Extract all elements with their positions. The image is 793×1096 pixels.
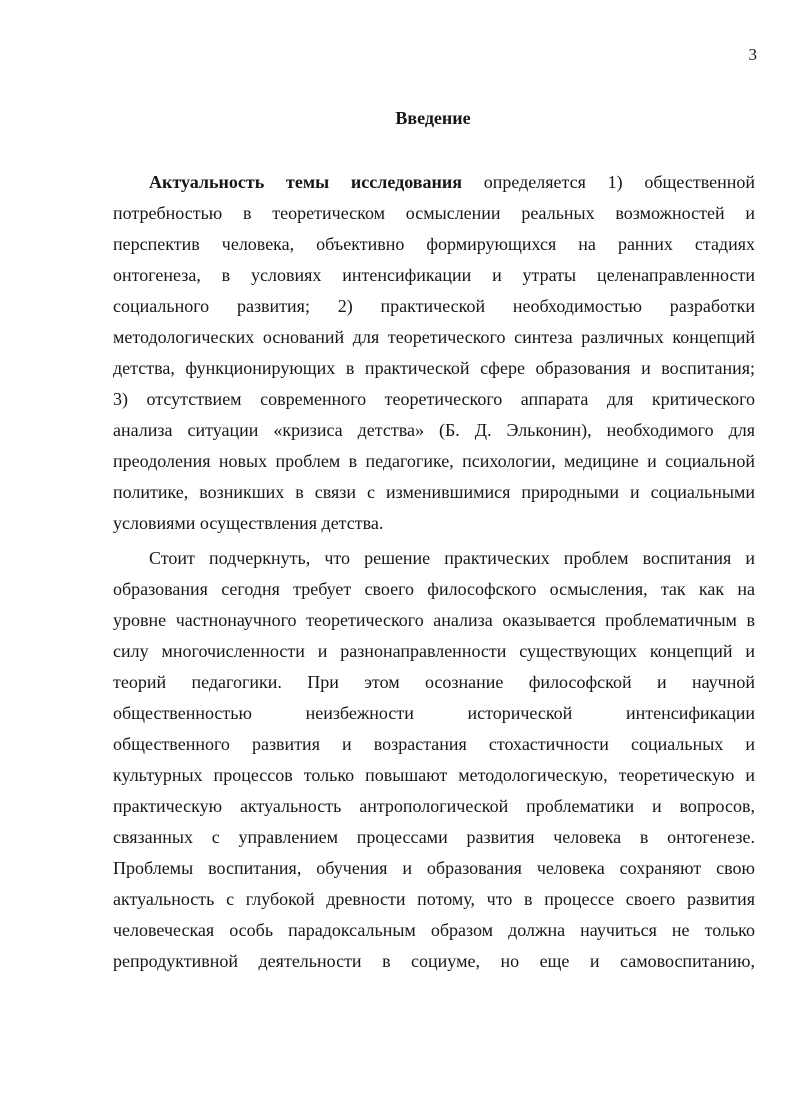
- paragraph-line: практическую актуальность антропологической проблематики и вопросов,: [113, 796, 755, 816]
- page-number: 3: [748, 45, 757, 64]
- paragraph-line: политике, возникших в связи с изменившимися природными и социальными: [113, 482, 755, 502]
- paragraph-line: Проблемы воспитания, обучения и образования человека сохраняют свою: [113, 858, 755, 878]
- paragraph-line: культурных процессов только повышают методологическую, теоретическую и: [113, 765, 755, 785]
- paragraph-line: преодоления новых проблем в педагогике, психологии, медицине и социальной: [113, 451, 755, 471]
- paragraph-line: связанных с управлением процессами развития человека в онтогенезе.: [113, 827, 755, 847]
- paragraph-line: человеческая особь парадоксальным образом должна научиться не только: [113, 920, 755, 940]
- paragraph-line: анализа ситуации «кризиса детства» (Б. Д. Эльконин), необходимого для: [113, 420, 755, 440]
- paragraph-line: образования сегодня требует своего философского осмысления, так как на: [113, 579, 755, 599]
- paragraph-line: общественностью неизбежности исторической интенсификации: [113, 703, 755, 723]
- paragraph-line: перспектив человека, объективно формирующихся на ранних стадиях: [113, 234, 755, 254]
- paragraph-line: методологических оснований для теоретического синтеза различных концепций: [113, 327, 755, 347]
- section-heading: Введение: [395, 108, 471, 128]
- paragraph-line: актуальность с глубокой древности потому, что в процессе своего развития: [113, 889, 755, 909]
- paragraph-line: детства, функционирующих в практической сфере образования и воспитания;: [113, 358, 755, 378]
- paragraph-line: онтогенеза, в условиях интенсификации и утраты целенаправленности: [113, 265, 755, 285]
- paragraph-line: [149, 167, 755, 198]
- paragraph-line: силу многочисленности и разнонаправленности существующих концепций и: [113, 641, 755, 661]
- emphasis-lead: Актуальность темы исследования: [149, 172, 462, 192]
- paragraph-line: социального развития; 2) практической необходимостью разработки: [113, 296, 755, 316]
- paragraph-line: репродуктивной деятельности в социуме, но еще и самовоспитанию,: [113, 951, 755, 971]
- paragraph-line: потребностью в теоретическом осмыслении реальных возможностей и: [113, 203, 755, 223]
- paragraph-line: теорий педагогики. При этом осознание философской и научной: [113, 672, 755, 692]
- paragraph-line: 3) отсутствием современного теоретического аппарата для критического: [113, 389, 755, 409]
- line-text: определяется 1) общественной: [483, 172, 755, 192]
- paragraph-line: условиями осуществления детства.: [113, 513, 384, 533]
- paragraph-line: общественного развития и возрастания стохастичности социальных и: [113, 734, 755, 754]
- paragraph-line: уровне частнонаучного теоретического анализа оказывается проблематичным в: [113, 610, 755, 630]
- paragraph-line: Стоит подчеркнуть, что решение практических проблем воспитания и: [149, 548, 755, 568]
